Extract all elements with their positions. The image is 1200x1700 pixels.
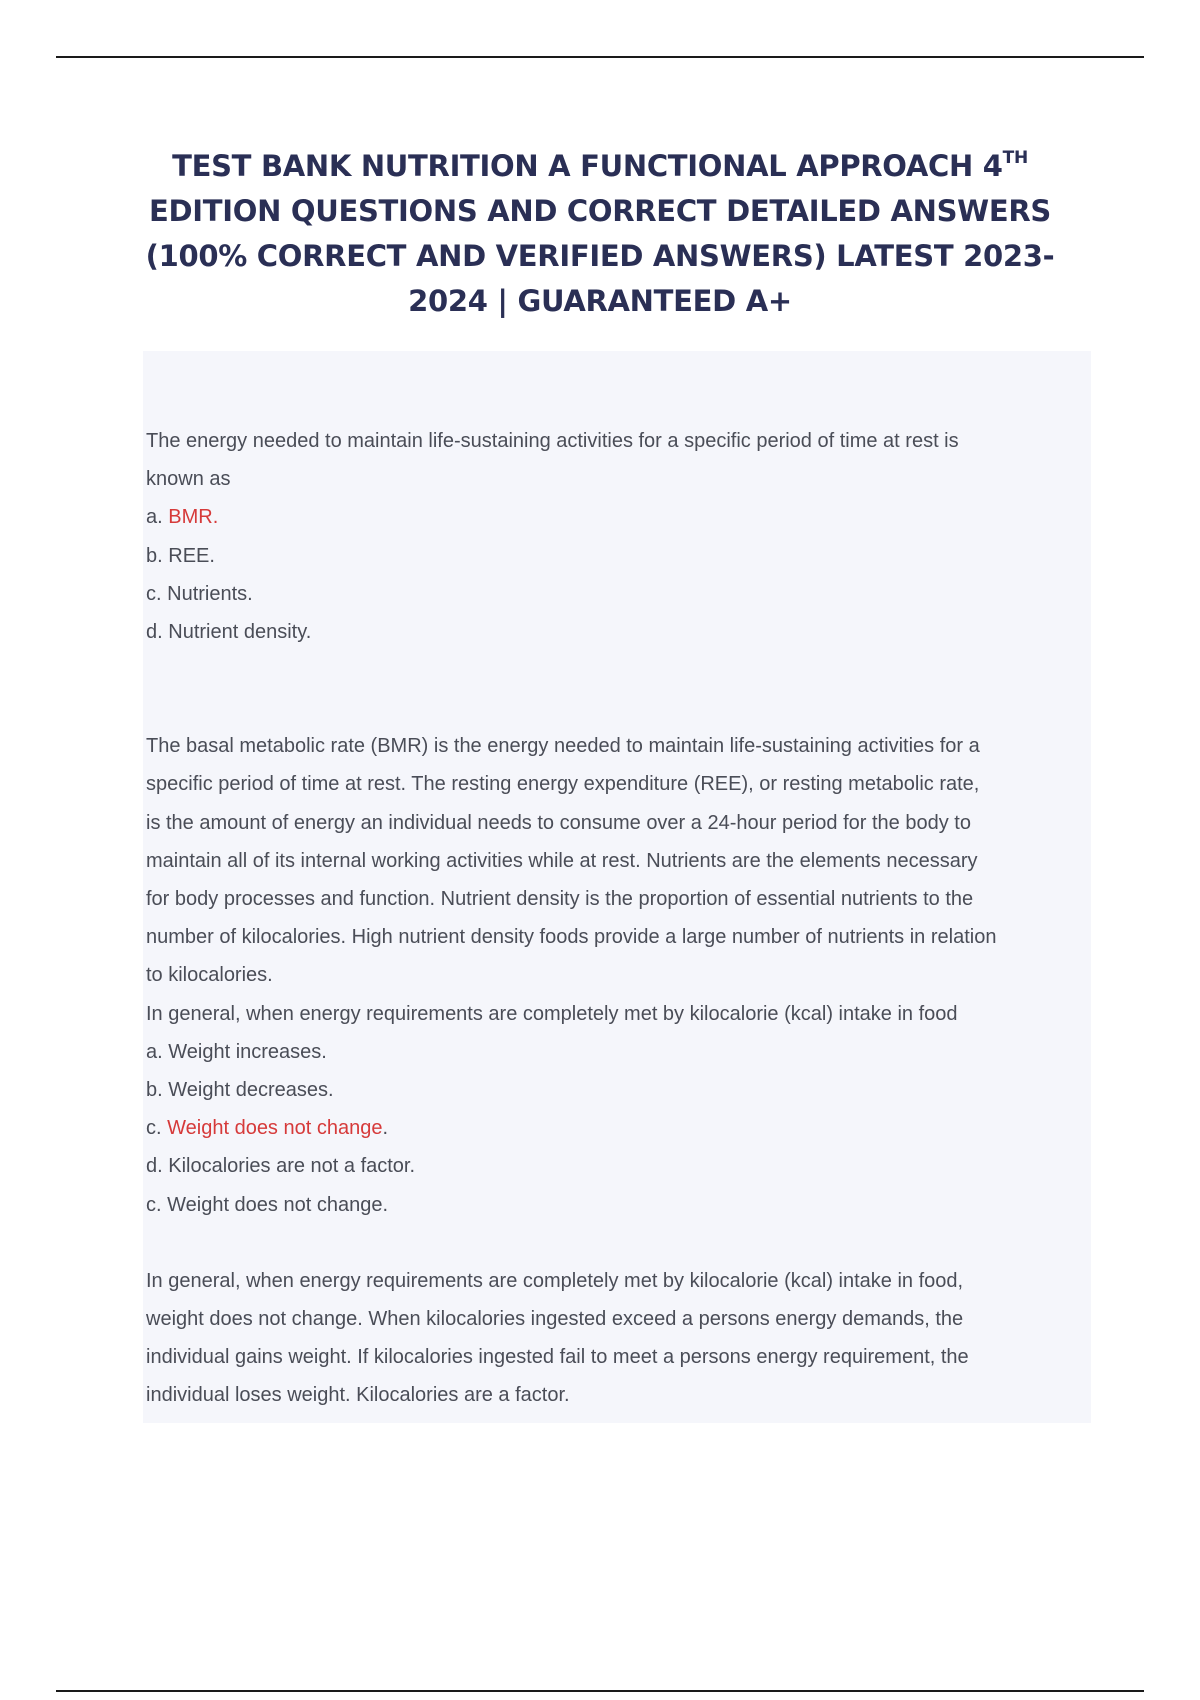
question-content [146, 422, 1091, 1415]
q1-explanation-line: is the amount of energy an individual needs to consume over a 24-hour period for the body to [146, 811, 971, 834]
q1-question-line: The energy needed to maintain life-sustaining activities for a specific period of time at rest is [146, 430, 959, 452]
title-superscript: TH [1002, 148, 1028, 169]
q2-question: In general, when energy requirements are completely met by kilocalorie (kcal) intake in food [146, 1002, 958, 1025]
q1-option-c: c. Nutrients. [146, 582, 253, 605]
q1-option-a: a. BMR. [146, 506, 219, 529]
q2-option-c: c. Weight does not change. [146, 1117, 389, 1140]
q1-explanation-line: specific period of time at rest. The resting energy expenditure (REE), or resting metabolic rate, [146, 773, 980, 796]
q1-explanation-line: The basal metabolic rate (BMR) is the energy needed to maintain life-sustaining activities for a [146, 735, 980, 758]
q2-option-b: b. Weight decreases. [146, 1079, 334, 1102]
q2-option-d: d. Kilocalories are not a factor. [146, 1155, 416, 1178]
q1-option-d: d. Nutrient density. [146, 621, 312, 644]
q1-explanation-line: for body processes and function. Nutrient density is the proportion of essential nutrients to the [146, 888, 974, 911]
top-rule [56, 56, 1144, 58]
q1-option-b: b. REE. [146, 544, 215, 567]
q2-explanation-line: individual loses weight. Kilocalories are a factor. [146, 1384, 570, 1407]
q2-explanation-line: individual gains weight. If kilocalories ingested fail to meet a persons energy requirement, the [146, 1346, 969, 1369]
q2-explanation-line: weight does not change. When kilocalories ingested exceed a persons energy demands, the [146, 1308, 964, 1331]
q2-explanation-line: In general, when energy requirements are completely met by kilocalorie (kcal) intake in food, [146, 1269, 964, 1292]
q1-explanation-line: maintain all of its internal working activities while at rest. Nutrients are the elements necessary [146, 849, 978, 872]
bottom-rule [56, 1690, 1144, 1692]
q1-question-line: known as [146, 468, 231, 491]
q1-explanation-line: to kilocalories. [146, 964, 273, 987]
q2-option-a: a. Weight increases. [146, 1040, 327, 1063]
document-title: TEST BANK NUTRITION A FUNCTIONAL APPROACH 4TH EDITION QUESTIONS AND CORRECT DETAILED ANSWERS (100% CORRECT AND VERIFIED ANSWERS) LATEST 2023-2024 | GUARANTEED A+ [145, 148, 1055, 318]
correct-answer: Weight does not change [167, 1117, 383, 1140]
q1-explanation-line: number of kilocalories. High nutrient density foods provide a large number of nutrients in relation [146, 926, 997, 949]
correct-answer: BMR. [168, 506, 219, 529]
q2-answer-line: c. Weight does not change. [146, 1193, 389, 1216]
